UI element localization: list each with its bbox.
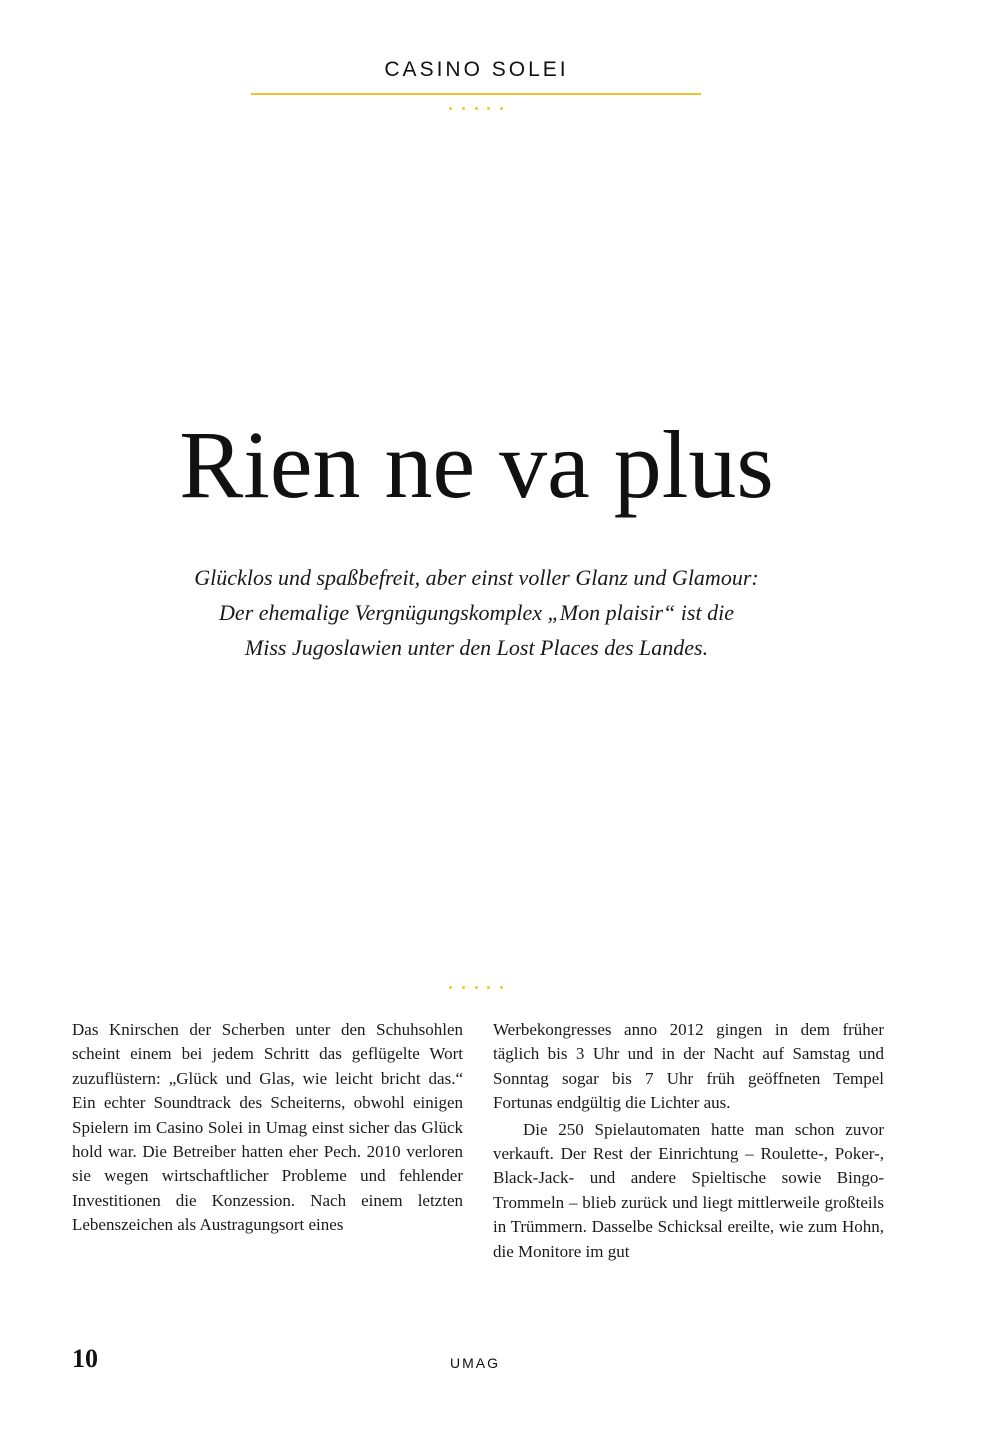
body-column-right <box>493 1018 884 1264</box>
footer-label: UMAG <box>450 1355 500 1371</box>
dots-divider-top <box>449 107 503 111</box>
body-paragraph: Die 250 Spielautomaten hatte man schon zuvor verkauft. Der Rest der Einrichtung – Roulette-, Poker-, Black-Jack- und andere Spieltische sowie Bingo-Trommeln – blieb zurück und liegt mittlerweile großteils in Trümmern. Dasselbe Schicksal ereilte, wie zum Hohn, die Monitore im gut <box>493 1119 884 1261</box>
lede-line: Der ehemalige Vergnügungskomplex „Mon plaisir“ ist die <box>219 600 734 625</box>
body-paragraph: Werbekongresses anno 2012 gingen in dem früher täglich bis 3 Uhr und in der Nacht auf Samstag und Sonntag sogar bis 7 Uhr früh geöffneten Tempel Fortunas endgültig die Lichter aus. <box>493 1020 884 1113</box>
article-lede <box>100 560 853 665</box>
header-rule <box>251 93 701 95</box>
dots-divider-bottom <box>449 986 503 990</box>
section-label: CASINO SOLEI <box>384 58 569 81</box>
lede-line: Glücklos und spaßbefreit, aber einst voller Glanz und Glamour: <box>194 565 759 590</box>
lede-line: Miss Jugoslawien unter den Lost Places des Landes. <box>244 635 709 660</box>
body-paragraph: Das Knirschen der Scherben unter den Schuhsohlen scheint einem bei jedem Schritt das geflügelte Wort zuzuflüstern: „Glück und Glas, wie leicht bricht das.“ Ein echter Soundtrack des Scheiterns, obwohl einigen Spielern im Casino Solei in Umag einst sicher das Glück hold war. Die Betreiber hatten eher Pech. 2010 verloren sie wegen wirtschaftlicher Probleme und fehlender Investitionen die Konzession. Nach einem letzten Lebenszeichen als Austragungsort eines <box>72 1020 463 1235</box>
article-title: Rien ne va plus <box>179 411 774 518</box>
body-columns <box>72 1018 884 1264</box>
body-column-left <box>72 1018 463 1264</box>
page-number: 10 <box>72 1344 98 1373</box>
